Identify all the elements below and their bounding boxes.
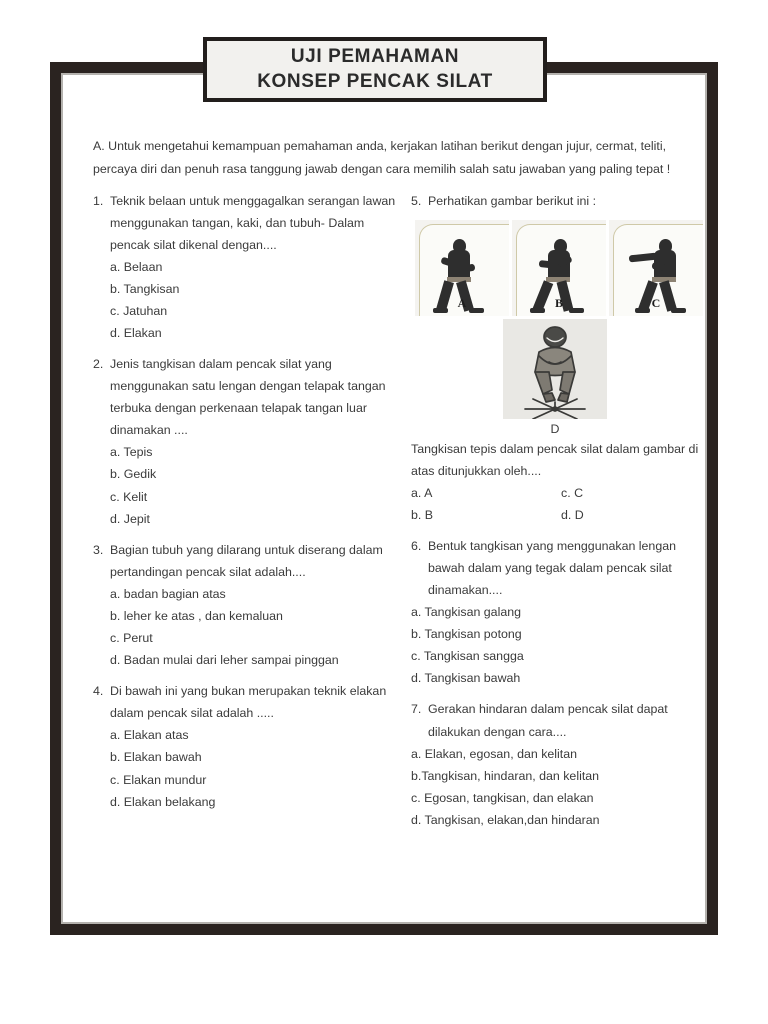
question-2-number: 2. (93, 357, 104, 372)
question-6-text: Bentuk tangkisan yang menggunakan lengan bawah dalam yang tegak dalam pencak silat dinamakan.... (428, 538, 677, 598)
question-4-option-b[interactable]: b. Elakan bawah (110, 750, 202, 765)
question-5-subquestion: Tangkisan tepis dalam pencak silat dalam gambar di atas ditunjukkan oleh.... (411, 441, 699, 478)
silat-sketch-drawing-icon (503, 319, 607, 419)
question-3-text: Bagian tubuh yang dilarang untuk diserang dalam pertandingan pencak silat adalah.... (110, 542, 383, 579)
question-3-option-c[interactable]: c. Perut (110, 631, 153, 646)
question-1-option-a[interactable]: a. Belaan (110, 259, 163, 274)
question-4-number: 4. (93, 684, 104, 699)
question-7-option-c[interactable]: c. Egosan, tangkisan, dan elakan (411, 790, 594, 805)
silat-photo-row (415, 220, 703, 316)
silat-sketch-figure-d (503, 319, 607, 419)
question-1-number: 1. (93, 193, 104, 208)
question-2 (93, 353, 403, 530)
question-6-number: 6. (411, 538, 422, 553)
question-1-text: Teknik belaan untuk menggagalkan serangan lawan menggunakan tangan, kaki, dan tubuh- Dalam pencak silat dikenal dengan.... (110, 193, 396, 252)
document-content (93, 123, 699, 914)
question-5-option-b[interactable]: b. B (411, 507, 434, 522)
question-6 (411, 535, 711, 690)
question-6-option-d[interactable]: d. Tangkisan bawah (411, 671, 521, 686)
question-3-number: 3. (93, 542, 104, 557)
silat-figure-c-label: C (651, 295, 661, 310)
question-5-number: 5. (411, 193, 422, 208)
question-6-option-b[interactable]: b. Tangkisan potong (411, 627, 522, 642)
silat-figure-c (609, 220, 703, 316)
question-1-option-c[interactable]: c. Jatuhan (110, 303, 168, 318)
document-inner-border (61, 73, 707, 924)
question-4-stem (93, 680, 403, 724)
question-2-option-d[interactable]: d. Jepit (110, 511, 150, 526)
instructions-paragraph: A. Untuk mengetahui kemampuan pemahaman anda, kerjakan latihan berikut dengan jujur, cermat, teliti, percaya diri dan penuh rasa tanggung jawab dengan cara memilih salah satu jawaban yang paling tepat ! (93, 139, 671, 176)
question-7-option-a[interactable]: a. Elakan, egosan, dan kelitan (411, 746, 578, 761)
question-4-option-a[interactable]: a. Elakan atas (110, 728, 189, 743)
title-line-2: KONSEP PENCAK SILAT (257, 70, 493, 92)
question-2-text: Jenis tangkisan dalam pencak silat yang menggunakan satu lengan dengan telapak tangan terbuka dengan perkenaan telapak tangan luar dinamakan .... (110, 357, 386, 438)
question-6-stem (411, 535, 711, 601)
question-7-stem (411, 698, 711, 742)
question-3-option-b[interactable]: b. leher ke atas , dan kemaluan (110, 608, 283, 623)
question-3-option-a[interactable]: a. badan bagian atas (110, 586, 226, 601)
title-plate (203, 37, 547, 102)
question-2-stem (93, 353, 403, 441)
question-columns (93, 190, 699, 840)
document-frame (50, 62, 718, 935)
question-5-text: Perhatikan gambar berikut ini : (428, 193, 597, 208)
question-1 (93, 190, 403, 345)
question-1-option-d[interactable]: d. Elakan (110, 326, 162, 341)
question-5-option-d[interactable]: d. D (561, 507, 584, 522)
question-7-number: 7. (411, 702, 422, 717)
silat-figure-d-label: D (550, 421, 560, 436)
question-7-text: Gerakan hindaran dalam pencak silat dapat dilakukan dengan cara.... (428, 702, 668, 739)
question-3-stem (93, 539, 403, 583)
question-4-option-d[interactable]: d. Elakan belakang (110, 794, 216, 809)
silat-figure-d-wrapper (411, 319, 699, 436)
question-5-options (411, 482, 711, 526)
silat-figure-a (415, 220, 509, 316)
question-4-option-c[interactable]: c. Elakan mundur (110, 772, 207, 787)
question-5-stem (411, 190, 711, 212)
question-3-option-d[interactable]: d. Badan mulai dari leher sampai pinggan (110, 653, 339, 668)
left-question-column (93, 190, 403, 822)
question-1-stem (93, 190, 403, 256)
question-7-option-b[interactable]: b.Tangkisan, hindaran, dan kelitan (411, 768, 600, 783)
question-2-option-a[interactable]: a. Tepis (110, 445, 153, 460)
question-7-option-d[interactable]: d. Tangkisan, elakan,dan hindaran (411, 812, 600, 827)
right-question-column (411, 190, 711, 840)
title-line-1: UJI PEMAHAMAN (290, 46, 460, 68)
question-4-text: Di bawah ini yang bukan merupakan teknik elakan dalam pencak silat adalah ..... (110, 684, 387, 721)
question-7 (411, 698, 711, 830)
silat-figure-b-label: B (554, 295, 564, 310)
question-3 (93, 539, 403, 671)
question-2-option-b[interactable]: b. Gedik (110, 467, 157, 482)
question-4 (93, 680, 403, 812)
question-6-option-a[interactable]: a. Tangkisan galang (411, 605, 521, 620)
question-5 (411, 190, 711, 526)
question-5-option-a[interactable]: a. A (411, 485, 433, 500)
question-2-option-c[interactable]: c. Kelit (110, 489, 148, 504)
question-6-option-c[interactable]: c. Tangkisan sangga (411, 649, 524, 664)
silat-figure-a-label: A (457, 295, 467, 310)
question-5-option-c[interactable]: c. C (561, 485, 584, 500)
silat-figure-b (512, 220, 606, 316)
question-1-option-b[interactable]: b. Tangkisan (110, 281, 180, 296)
